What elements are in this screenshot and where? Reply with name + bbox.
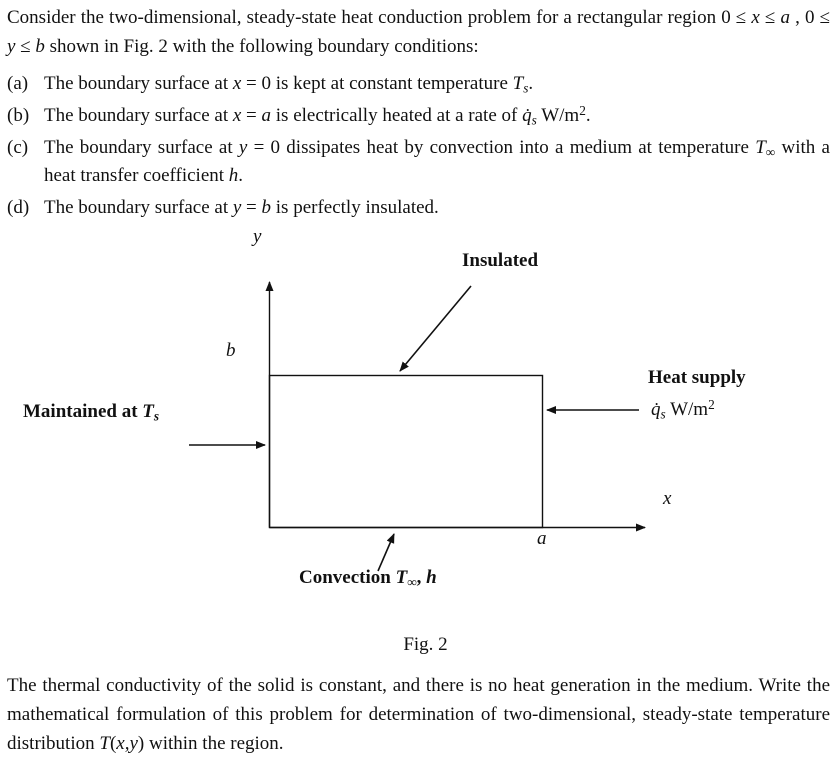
dimension-b-label: b <box>226 340 236 362</box>
item-label-c: (c) <box>7 136 29 158</box>
item-text-b: The boundary surface at x = a is electrically heated at a rate of q̇s $W/m^2$. <box>44 102 591 127</box>
dimension-a-label: a <box>537 528 547 550</box>
boundary-item-c <box>7 134 830 192</box>
figure-caption: Fig. 2 <box>403 634 448 656</box>
x-axis-label: x <box>663 488 672 510</box>
heat-rate-label: q̇s $W/m^2$ <box>651 397 715 422</box>
boundary-item-b <box>7 102 830 131</box>
item-text-a: The boundary surface at x = 0 is kept at constant temperature Ts. <box>44 72 534 96</box>
boundary-item-a <box>7 70 830 99</box>
insulated-label: Insulated <box>462 250 539 272</box>
intro-paragraph: Consider the two-dimensional, steady-state heat conduction problem for a rectangular region 0 ≤ x ≤ a , 0 ≤ y ≤ b shown in Fig. 2 with the following boundary conditions: <box>7 7 830 57</box>
insulated-arrow <box>400 286 471 371</box>
item-label-a: (a) <box>7 72 29 94</box>
heat-supply-label: Heat supply <box>648 367 746 389</box>
item-label-d: (d) <box>7 197 30 219</box>
boundary-conditions-list <box>7 70 830 223</box>
closing-paragraph: The thermal conductivity of the solid is constant, and there is no heat generation in the medium. Write the mathematical formulation of this problem for determination of two-dimensional, steady-state temperature distribution T(x,y) within the region. <box>7 675 830 754</box>
boundary-item-d <box>7 194 830 223</box>
y-axis-label: y <box>253 226 262 248</box>
figure-diagram <box>7 226 837 662</box>
item-text-c: The boundary surface at y = 0 dissipates heat by convection into a medium at temperature T∞ with a heat transfer coefficient h. <box>44 136 830 187</box>
region-rectangle <box>270 376 543 528</box>
figure-2 <box>7 226 837 662</box>
convection-arrow <box>378 534 394 571</box>
maintained-label: Maintained at Ts <box>23 401 160 424</box>
item-text-d: The boundary surface at y = b is perfectly insulated. <box>44 197 439 219</box>
convection-label: Convection T∞, h <box>299 567 437 590</box>
item-label-b: (b) <box>7 104 30 126</box>
